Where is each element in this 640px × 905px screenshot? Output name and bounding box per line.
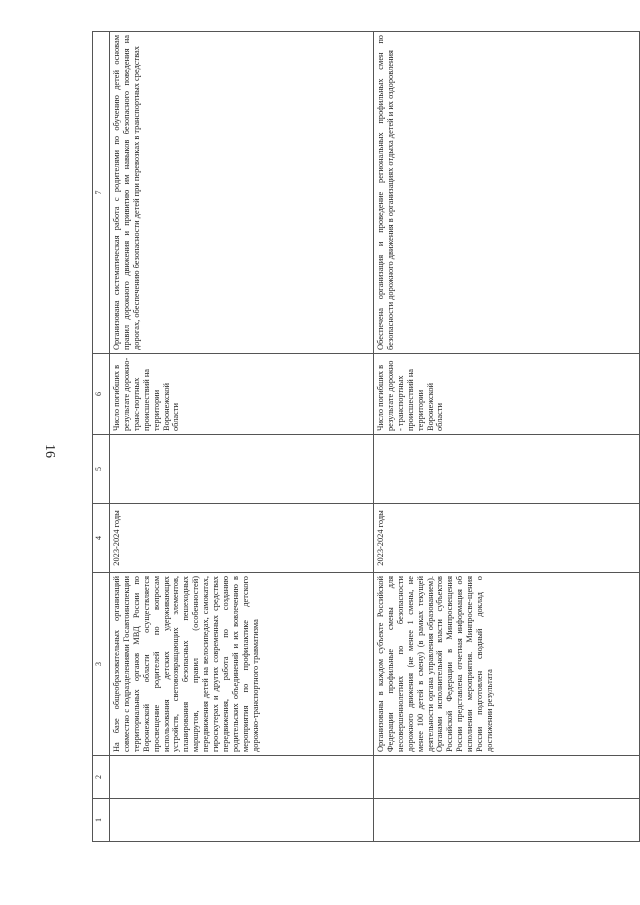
rotated-table-inner: [92, 32, 640, 842]
header-row: [93, 32, 110, 842]
header-col-5: 5: [93, 435, 110, 504]
page-number: 16: [42, 444, 57, 458]
header-col-3: 3: [93, 573, 110, 756]
row1-result: Организована систематическая работа с родителями по обучению детей основам правил дорожного движения и привитию им навыков безопасного поведения на дорогах, обеспечению безопасности детей при перевозках в транспортных средствах: [110, 32, 374, 354]
header-col-7: 7: [93, 32, 110, 354]
row2-col5-cell: [374, 435, 640, 504]
row1-indicator: Число погибших в результате дорожно-транс-портных происшествий на территории Воронежской области: [110, 354, 374, 435]
header-col-2: 2: [93, 756, 110, 799]
rotated-table-region: [92, 32, 640, 842]
table-row: [374, 32, 640, 842]
header-col-4: 4: [93, 504, 110, 573]
row2-col2-cell: [374, 756, 640, 799]
header-col-6: 6: [93, 354, 110, 435]
row2-col1-cell: [374, 799, 640, 842]
row2-period: 2023-2024 годы: [374, 504, 640, 573]
row2-measure-description: Организованы в каждом субъекте Российской Федерации профильные смены для несовершеннолетних по безопасности дорожного движения (не менее 1 смены, не менее 100 детей в смену) (в рамках текущей деятельности органа управления образованием). Органами исполнительной власти субъектов Российской Федерации в Минпросвещения России представлена отчетная информация об исполнении мероприятия. Минпросве-щения России подготовлен сводный доклад о достижении результата: [374, 573, 640, 756]
row2-indicator: Число погибших в результате дорожно - транспортных происшествий на территории Воронежской области: [374, 354, 640, 435]
row1-col2-cell: [110, 756, 374, 799]
table-row: [110, 32, 374, 842]
measures-table: [92, 31, 640, 842]
row2-result: Обеспечена организация и проведение региональных профильных смен по безопасности дорожного движения в организациях отдыха детей и их оздоровления: [374, 32, 640, 354]
row1-measure-description: На базе общеобразовательных организаций совместно с подразделениями Госавтоинспекции территориальных органов МВД России по Воронежской области осуществляется просвещение родителей по вопросам использования детских удерживающих устройств, световозвращающих элементов, планирования безопасных пешеходных маршрутов, правил (особенностей) передвижения детей на велосипедах, самокатах, гироскутерах и других современных средствах передвижения, работа по созданию родительских объединений и их вовлечению в мероприятия по профилактике детского дорожно-транспортного травматизма: [110, 573, 374, 756]
header-col-1: 1: [93, 799, 110, 842]
row1-col1-cell: [110, 799, 374, 842]
row1-col5-cell: [110, 435, 374, 504]
row1-period: 2023-2024 годы: [110, 504, 374, 573]
